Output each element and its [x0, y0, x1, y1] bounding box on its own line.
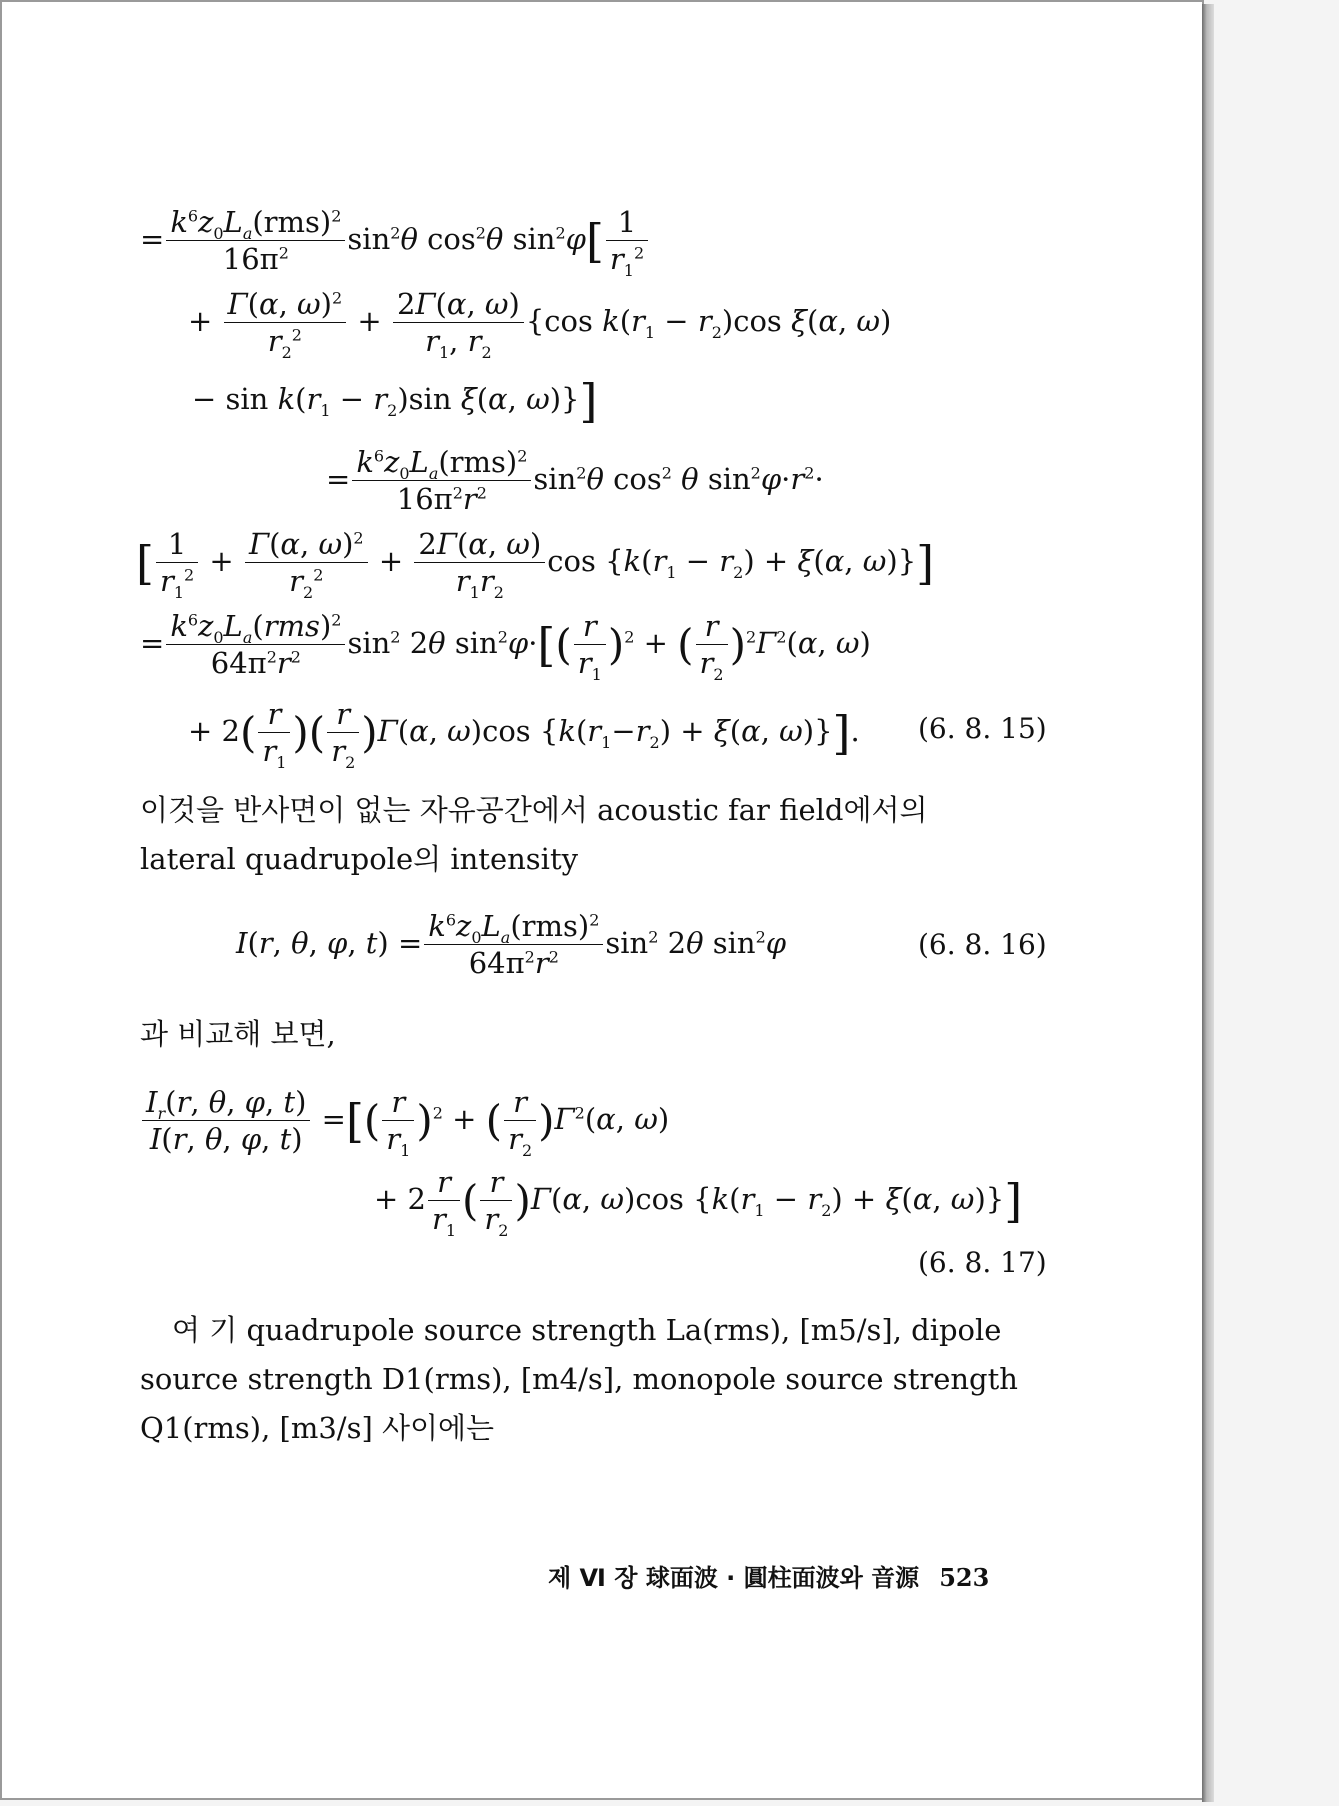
equation-line-3: − $\sin k(r_1 - r_2)\sin$ ξ(α, ω)}] [192, 374, 598, 428]
equation-number-17: (6. 8. 17) [918, 1246, 1047, 1279]
paragraph-1-line-2: lateral quadrupole의 intensity [140, 842, 578, 876]
page-number: 523 [939, 1563, 990, 1592]
equation-number-16: (6. 8. 16) [918, 928, 1047, 961]
chapter-title: 제 Ⅵ 장 球面波 · 圓柱面波와 音源 [548, 1564, 920, 1592]
equation-line-7: + 2( $\frac{r}{r_1}$ )( $\frac{r}{r_2}$ )Γ(α, ω)cos {$k(r_1-r_2) + \xi(\alpha$, ω)}]. [188, 697, 860, 772]
paragraph-2: 과 비교해 보면, [140, 1017, 336, 1051]
page-edge [1202, 4, 1214, 1802]
equation-line-1: = $\frac{k^6z_0L_a(rms)^2}{16\pi^2}$ $\sin^2\theta$ $\cos^2\theta$ $\sin^2\varphi$[ $\frac{1}{r_1^2}$ [140, 208, 650, 274]
paragraph-3-line-2: source strength D1(rms), [m4/s], monopole source strength [140, 1362, 1018, 1396]
equation-number-15: (6. 8. 15) [918, 712, 1047, 745]
paragraph-1-line-1: 이것을 반사면이 없는 자유공간에서 acoustic far field에서의 [140, 793, 928, 827]
equation-ratio-line-1: $\frac{I_r(r, \theta, \varphi, t)}{I(r, \theta, \varphi, t)}$ =[( $\frac{r}{r_1}$ )$^2$ + ( $\frac{r}{r_2}$ )$\Gamma^2(\alpha$, ω) [140, 1088, 669, 1154]
equation-ratio-line-2: + 2 $\frac{r}{r_1}$ ( $\frac{r}{r_2}$ )Γ(α, ω)cos {$k(r_1 - r_2) + \xi(\alpha$, ω)}] [374, 1165, 1023, 1240]
equation-line-6: = $\frac{k^6z_0L_a(rms)^2}{64\pi^2r^2}$ $\sin^2 2\theta$ $\sin^2\varphi\cdot$[( $\frac{r}{r_1}$ )$^2$ + ( $\frac{r}{r_2}$ )$^2\Gamma^2(\alpha$, ω) [140, 609, 871, 684]
paragraph-3-line-3: Q1(rms), [m3/s] 사이에는 [140, 1411, 495, 1445]
equation-line-5: [ $\frac{1}{r_1^2}$ + $\frac{\Gamma(\alpha, \omega)^2}{r_2^2}$ + $\frac{2\Gamma(\alpha, \omega)}{r_1r_2}$ $\cos \{k(r_1 - r_2) + \xi(\alpha$, ω)}] [136, 527, 935, 602]
equation-line-4: = $\frac{k^6z_0L_a(rms)^2}{16\pi^2r^2}$ $\sin^2\theta$ $\cos^2 \theta$ $\sin^2\varphi\cdot r^2\cdot$ [326, 445, 824, 516]
equation-line-2: + $\frac{\Gamma(\alpha, \omega)^2}{r_2^2}$ + $\frac{2\Gamma(\alpha, \omega)}{r_1, r_2}$ {cos $k(r_1 - r_2)\cos$ ξ(α, ω) [188, 287, 892, 362]
running-footer [548, 1558, 989, 1593]
paragraph-3-line-1: 여 기 quadrupole source strength La(rms), [m5/s], dipole [172, 1313, 1002, 1347]
equation-intensity: I(r, θ, φ, t) = $\frac{k^6z_0L_a(rms)^2}{64\pi^2r^2}$ $\sin^2 2\theta$ $\sin^2\varphi$ [236, 909, 787, 980]
